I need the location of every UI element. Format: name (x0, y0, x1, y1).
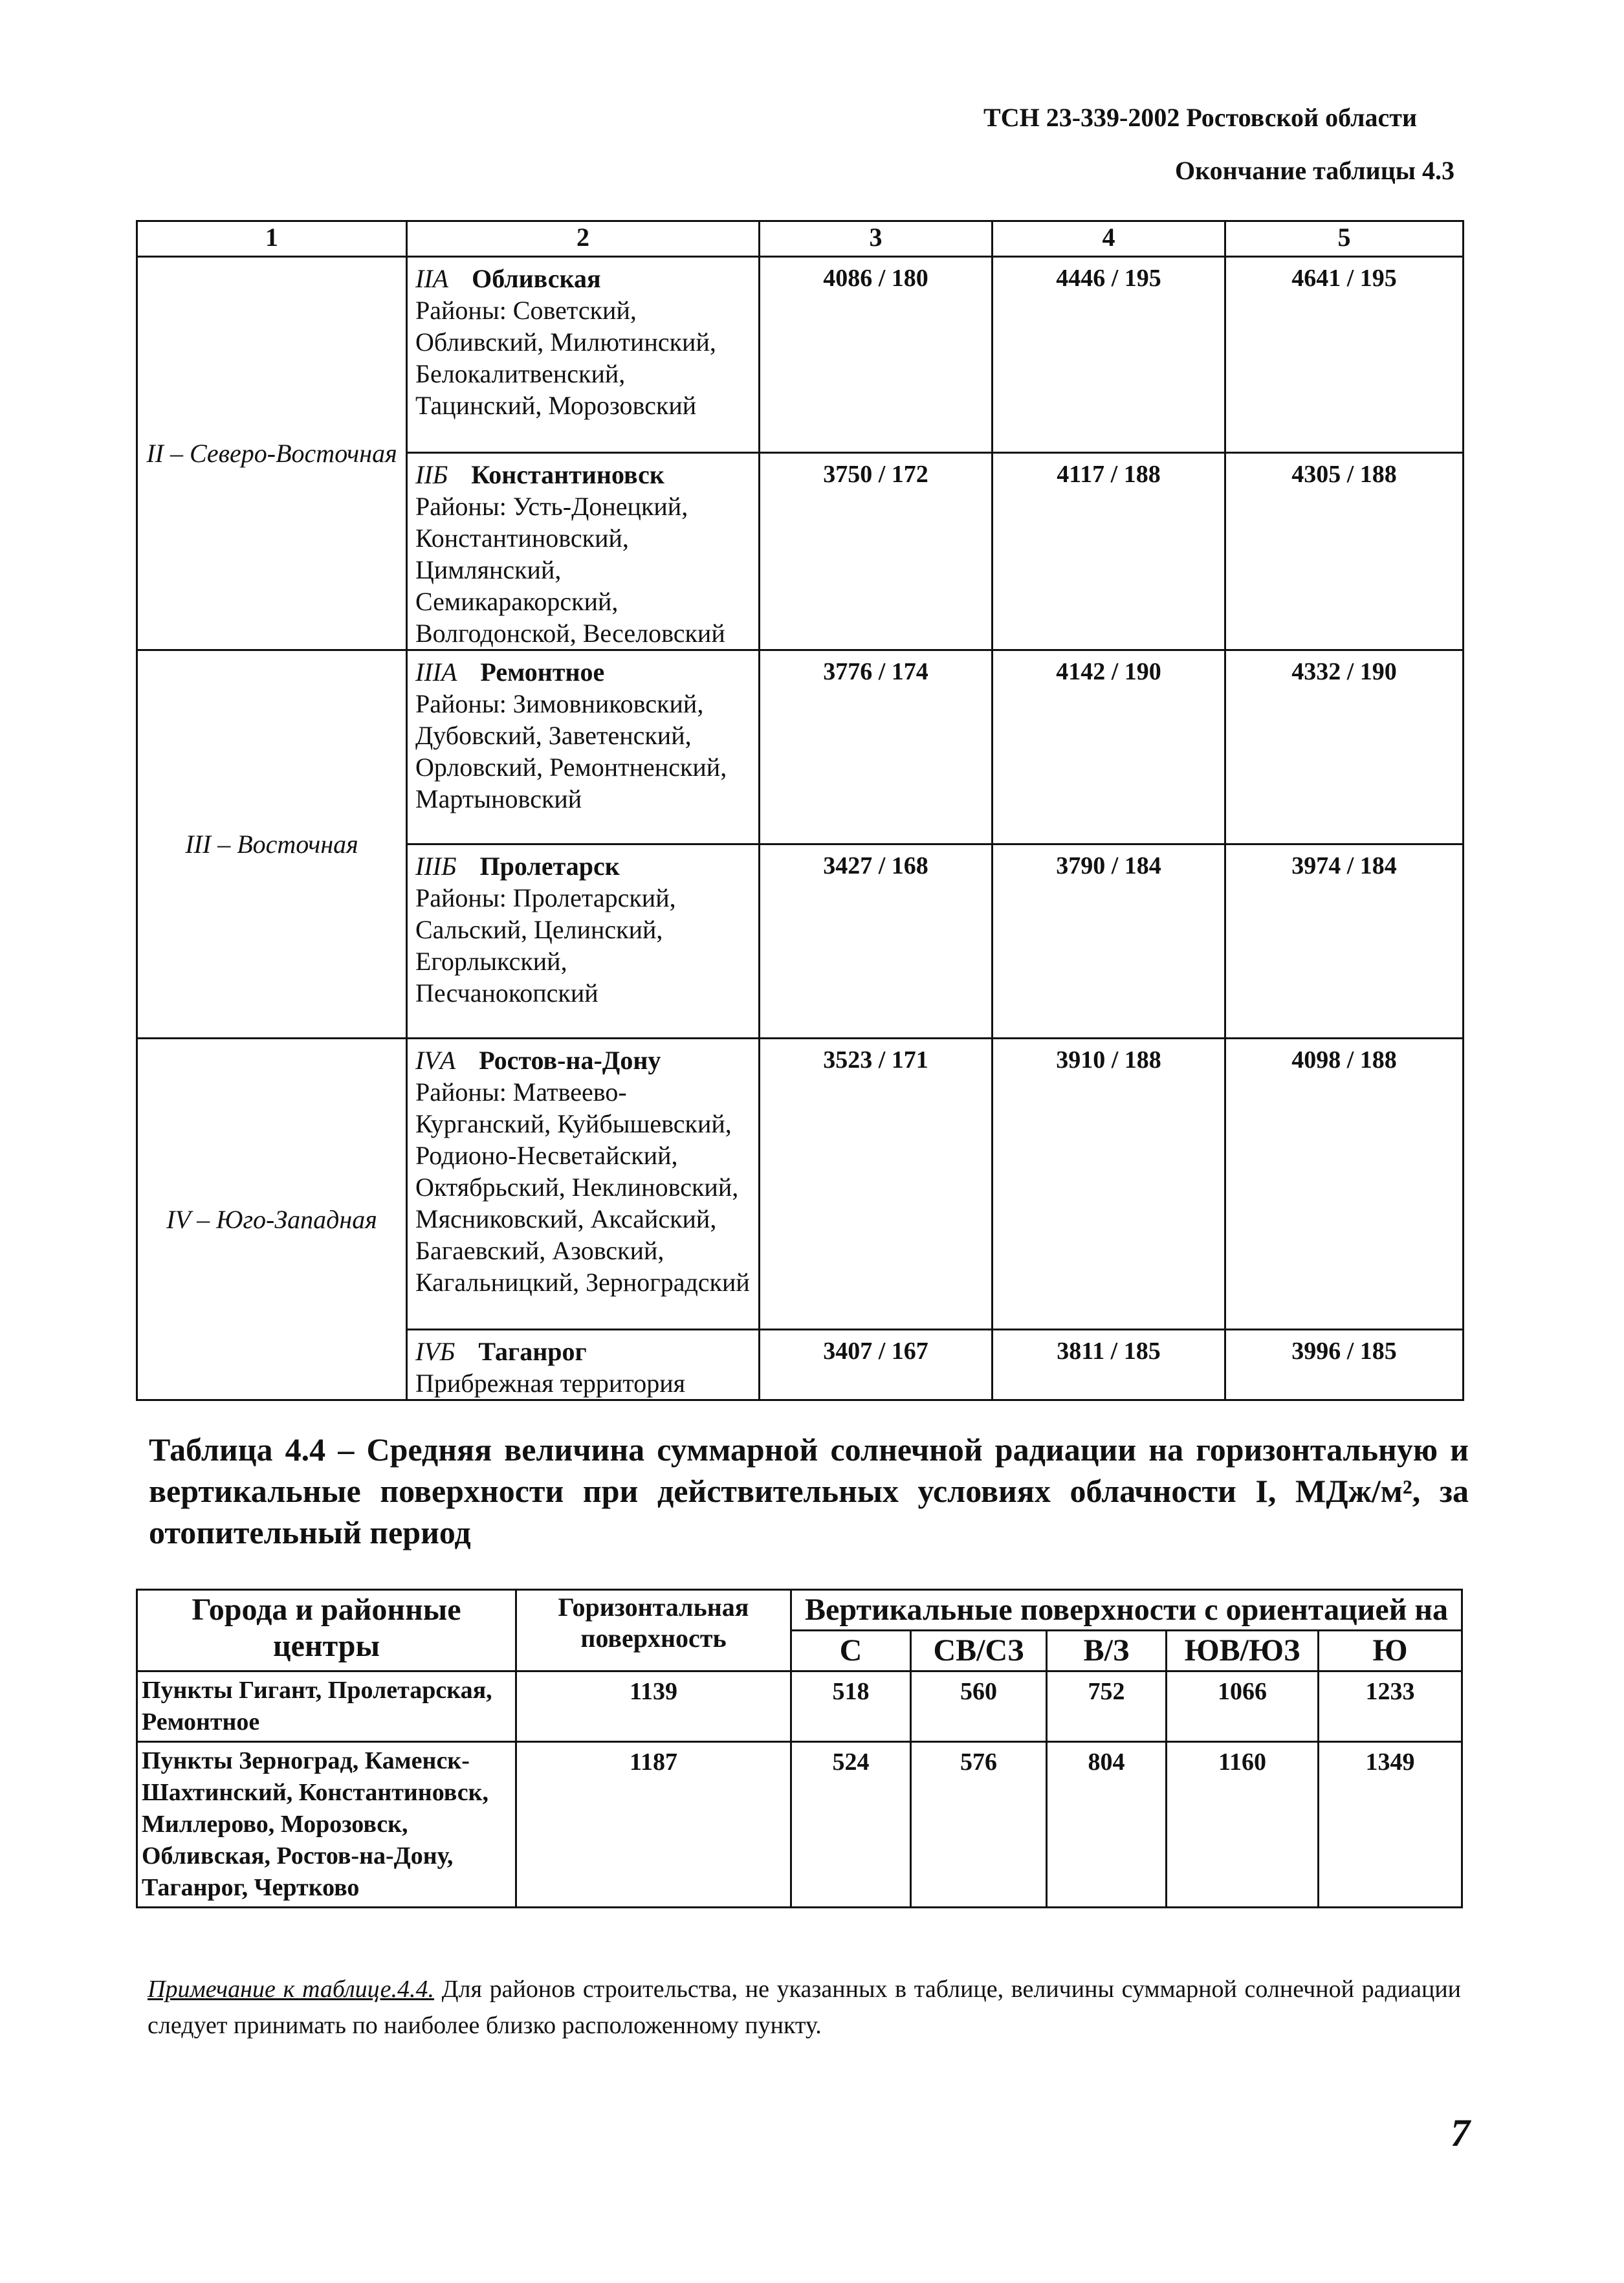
table-4-4-caption: Таблица 4.4 – Средняя величина суммарной солнечной радиации на горизонтальную и вертикальные поверхности при действительных условиях облачности I, МДж/м², за отопительный период (149, 1431, 1469, 1550)
table-header-row (137, 221, 1464, 257)
value-cell: 804 (1047, 1742, 1167, 1908)
table-row (137, 1671, 1462, 1742)
subregion-name: Константиновск (471, 460, 664, 489)
table-4-3 (136, 220, 1464, 1401)
value-cell: 1160 (1167, 1742, 1319, 1908)
value-cell: 4117 / 188 (993, 453, 1225, 650)
zone-cell: III – Восточная (137, 650, 407, 1039)
places-cell: Пункты Гигант, Пролетарская, Ремонтное (137, 1671, 516, 1742)
value-cell: 4305 / 188 (1225, 453, 1464, 650)
subregion-code: IIА (415, 264, 449, 293)
value-cell: 4332 / 190 (1225, 650, 1464, 844)
orientation-header: Ю (1319, 1631, 1462, 1671)
value-cell: 524 (791, 1742, 911, 1908)
value-cell: 3427 / 168 (760, 844, 993, 1039)
col-header-3: 3 (760, 221, 993, 257)
document-code: ТСН 23-339-2002 Ростовской области (983, 103, 1417, 132)
horizontal-header: Горизонтальная поверхность (516, 1590, 791, 1671)
table-row (137, 1039, 1464, 1330)
subregion-code: IIБ (415, 460, 448, 489)
vertical-header: Вертикальные поверхности с ориентацией на (791, 1590, 1462, 1631)
value-cell: 4098 / 188 (1225, 1039, 1464, 1330)
zone-cell: II – Северо-Восточная (137, 257, 407, 650)
page-number: 7 (1451, 2112, 1470, 2154)
value-cell: 4142 / 190 (993, 650, 1225, 844)
subregion-cell (407, 650, 760, 844)
value-cell: 4446 / 195 (993, 257, 1225, 453)
value-cell: 518 (791, 1671, 911, 1742)
value-cell: 3811 / 185 (993, 1330, 1225, 1400)
value-cell: 1233 (1319, 1671, 1462, 1742)
subregion-districts: Районы: Усть-Донецкий, Константиновский, Цимлянский, Семикаракорский, Волгодонской, Веселовский (415, 492, 725, 648)
subregion-code: IIIБ (415, 852, 457, 881)
value-cell: 3974 / 184 (1225, 844, 1464, 1039)
zone-cell: IV – Юго-Западная (137, 1039, 407, 1400)
value-cell: 4641 / 195 (1225, 257, 1464, 453)
subregion-code: IVБ (415, 1337, 455, 1366)
subregion-cell (407, 1039, 760, 1330)
value-cell: 1187 (516, 1742, 791, 1908)
subregion-districts: Районы: Пролетарский, Сальский, Целинский, Егорлыкский, Песчанокопский (415, 883, 676, 1008)
subregion-districts: Районы: Матвеево-Курганский, Куйбышевский, Родионо-Несветайский, Октябрьский, Неклиновский, Мясниковский, Аксайский, Багаевский, Азовский, Кагальницкий, Зерноградский (415, 1077, 750, 1297)
value-cell: 560 (911, 1671, 1047, 1742)
value-cell: 1066 (1167, 1671, 1319, 1742)
subregion-districts: Районы: Советский, Обливский, Милютинский, Белокалитвенский, Тацинский, Морозовский (415, 296, 716, 420)
col-header-5: 5 (1225, 221, 1464, 257)
table-continuation-label: Окончание таблицы 4.3 (1175, 156, 1454, 185)
col-header-4: 4 (993, 221, 1225, 257)
value-cell: 3996 / 185 (1225, 1330, 1464, 1400)
note-label: Примечание к таблице.4.4. (148, 1976, 434, 2003)
value-cell: 4086 / 180 (760, 257, 993, 453)
subregion-name: Ростов-на-Дону (479, 1046, 661, 1075)
cities-header: Города и районные центры (137, 1590, 516, 1671)
places-cell: Пункты Зерноград, Каменск-Шахтинский, Константиновск, Миллерово, Морозовск, Обливская, Ростов-на-Дону, Таганрог, Чертково (137, 1742, 516, 1908)
value-cell: 1349 (1319, 1742, 1462, 1908)
subregion-name: Обливская (472, 264, 601, 293)
table-4-4 (136, 1589, 1463, 1908)
value-cell: 3750 / 172 (760, 453, 993, 650)
orientation-header: ЮВ/ЮЗ (1167, 1631, 1319, 1671)
value-cell: 752 (1047, 1671, 1167, 1742)
subregion-districts: Районы: Зимовниковский, Дубовский, Заветенский, Орловский, Ремонтненский, Мартыновский (415, 689, 727, 813)
table-row (137, 257, 1464, 453)
note-text: Для районов строительства, не указанных в таблице, величины суммарной солнечной радиации следует принимать по наиболее близко расположенному пункту. (148, 1976, 1461, 2039)
subregion-cell (407, 844, 760, 1039)
value-cell: 576 (911, 1742, 1047, 1908)
value-cell: 3523 / 171 (760, 1039, 993, 1330)
subregion-name: Таганрог (478, 1337, 587, 1366)
subregion-name: Ремонтное (480, 657, 605, 687)
value-cell: 3776 / 174 (760, 650, 993, 844)
value-cell: 3407 / 167 (760, 1330, 993, 1400)
subregion-code: IVА (415, 1046, 456, 1075)
subregion-cell (407, 453, 760, 650)
value-cell: 3790 / 184 (993, 844, 1225, 1039)
table-note (148, 1971, 1461, 2044)
subregion-name: Пролетарск (479, 852, 620, 881)
subregion-code: IIIА (415, 657, 457, 687)
subregion-cell (407, 1330, 760, 1400)
orientation-header: В/З (1047, 1631, 1167, 1671)
table-row (137, 650, 1464, 844)
value-cell: 1139 (516, 1671, 791, 1742)
value-cell: 3910 / 188 (993, 1039, 1225, 1330)
table-header-row (137, 1590, 1462, 1631)
col-header-1: 1 (137, 221, 407, 257)
subregion-districts: Прибрежная территория (415, 1369, 685, 1398)
orientation-header: С (791, 1631, 911, 1671)
col-header-2: 2 (407, 221, 760, 257)
table-row (137, 1742, 1462, 1908)
orientation-header: СВ/СЗ (911, 1631, 1047, 1671)
subregion-cell (407, 257, 760, 453)
